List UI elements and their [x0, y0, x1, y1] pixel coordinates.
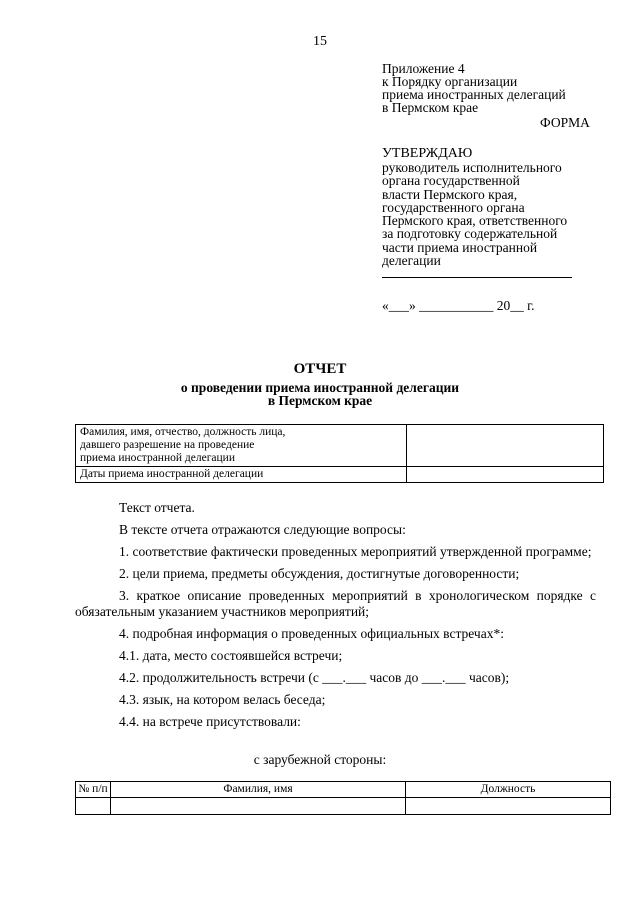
- report-body: [75, 500, 596, 736]
- info-table: [75, 424, 604, 483]
- table-header-row: [76, 782, 611, 798]
- info-label-cell: [76, 425, 407, 467]
- foreign-side-heading: с зарубежной стороны:: [253, 752, 387, 767]
- body-paragraph: 4.1. дата, место состоявшейся встречи;: [119, 648, 343, 663]
- approval-block: [382, 147, 567, 267]
- approval-line: руководитель исполнительного: [382, 160, 562, 175]
- info-value-cell[interactable]: [407, 467, 604, 483]
- info-label-line: Даты приема иностранной делегации: [80, 468, 264, 480]
- header-number: № п/п: [76, 782, 111, 798]
- page-number: 15: [313, 34, 327, 49]
- approval-title: УТВЕРЖДАЮ: [382, 146, 473, 161]
- body-paragraph: В тексте отчета отражаются следующие вопросы:: [119, 522, 406, 537]
- appendix-line: в Пермском крае: [382, 100, 479, 115]
- approval-line: органа государственной: [382, 173, 520, 189]
- report-subtitle-line: о проведении приема иностранной делегации: [180, 380, 460, 395]
- approval-line: государственного органа: [382, 199, 525, 215]
- approval-line: Пермского края, ответственного: [382, 213, 568, 229]
- appendix-line: к Порядку организации: [382, 74, 518, 89]
- body-paragraph: 4. подробная информация о проведенных официальных встречах*:: [119, 626, 504, 641]
- table-row: [76, 425, 604, 467]
- body-paragraph: 1. соответствие фактически проведенных мероприятий утвержденной программе;: [119, 544, 592, 559]
- form-label: ФОРМА: [540, 115, 590, 130]
- approval-line: власти Пермского края,: [382, 186, 518, 202]
- header-position: Должность: [406, 782, 611, 798]
- table-row: [76, 798, 611, 815]
- table-row: [76, 467, 604, 483]
- participants-table: [75, 781, 611, 815]
- body-paragraph: 4.2. продолжительность встречи (с ___.___ часов до ___.___ часов);: [119, 670, 510, 685]
- approval-date-line: «___» ___________ 20__ г.: [382, 298, 535, 313]
- body-paragraph: 3. краткое описание проведенных мероприятий в хронологическом порядке с обязательным указанием участников мероприятий;: [75, 588, 596, 619]
- participant-number-cell[interactable]: [76, 798, 111, 815]
- participant-name-cell[interactable]: [111, 798, 406, 815]
- appendix-line: Приложение 4: [382, 61, 465, 76]
- info-label-cell: [76, 467, 407, 483]
- info-label-line: приема иностранной делегации: [80, 452, 235, 464]
- report-title: ОТЧЕТ: [293, 361, 347, 377]
- body-paragraph: 4.3. язык, на котором велась беседа;: [119, 692, 326, 707]
- approval-line: делегации: [382, 253, 441, 269]
- body-paragraph: 4.4. на встрече присутствовали:: [119, 714, 301, 729]
- appendix-line: приема иностранных делегаций: [382, 87, 566, 102]
- body-paragraph: Текст отчета.: [119, 500, 195, 515]
- approval-line: за подготовку содержательной: [382, 226, 558, 242]
- body-paragraph: 2. цели приема, предметы обсуждения, достигнутые договоренности;: [119, 566, 520, 581]
- info-label-line: давшего разрешение на проведение: [80, 439, 255, 451]
- signature-line: [382, 277, 572, 278]
- report-subtitle: [0, 381, 640, 407]
- appendix-block: [382, 62, 566, 114]
- info-value-cell[interactable]: [407, 425, 604, 467]
- header-name: Фамилия, имя: [111, 782, 406, 798]
- participant-position-cell[interactable]: [406, 798, 611, 815]
- approval-line: части приема иностранной: [382, 239, 538, 255]
- info-label-line: Фамилия, имя, отчество, должность лица,: [80, 426, 286, 438]
- report-subtitle-line: в Пермском крае: [267, 393, 373, 408]
